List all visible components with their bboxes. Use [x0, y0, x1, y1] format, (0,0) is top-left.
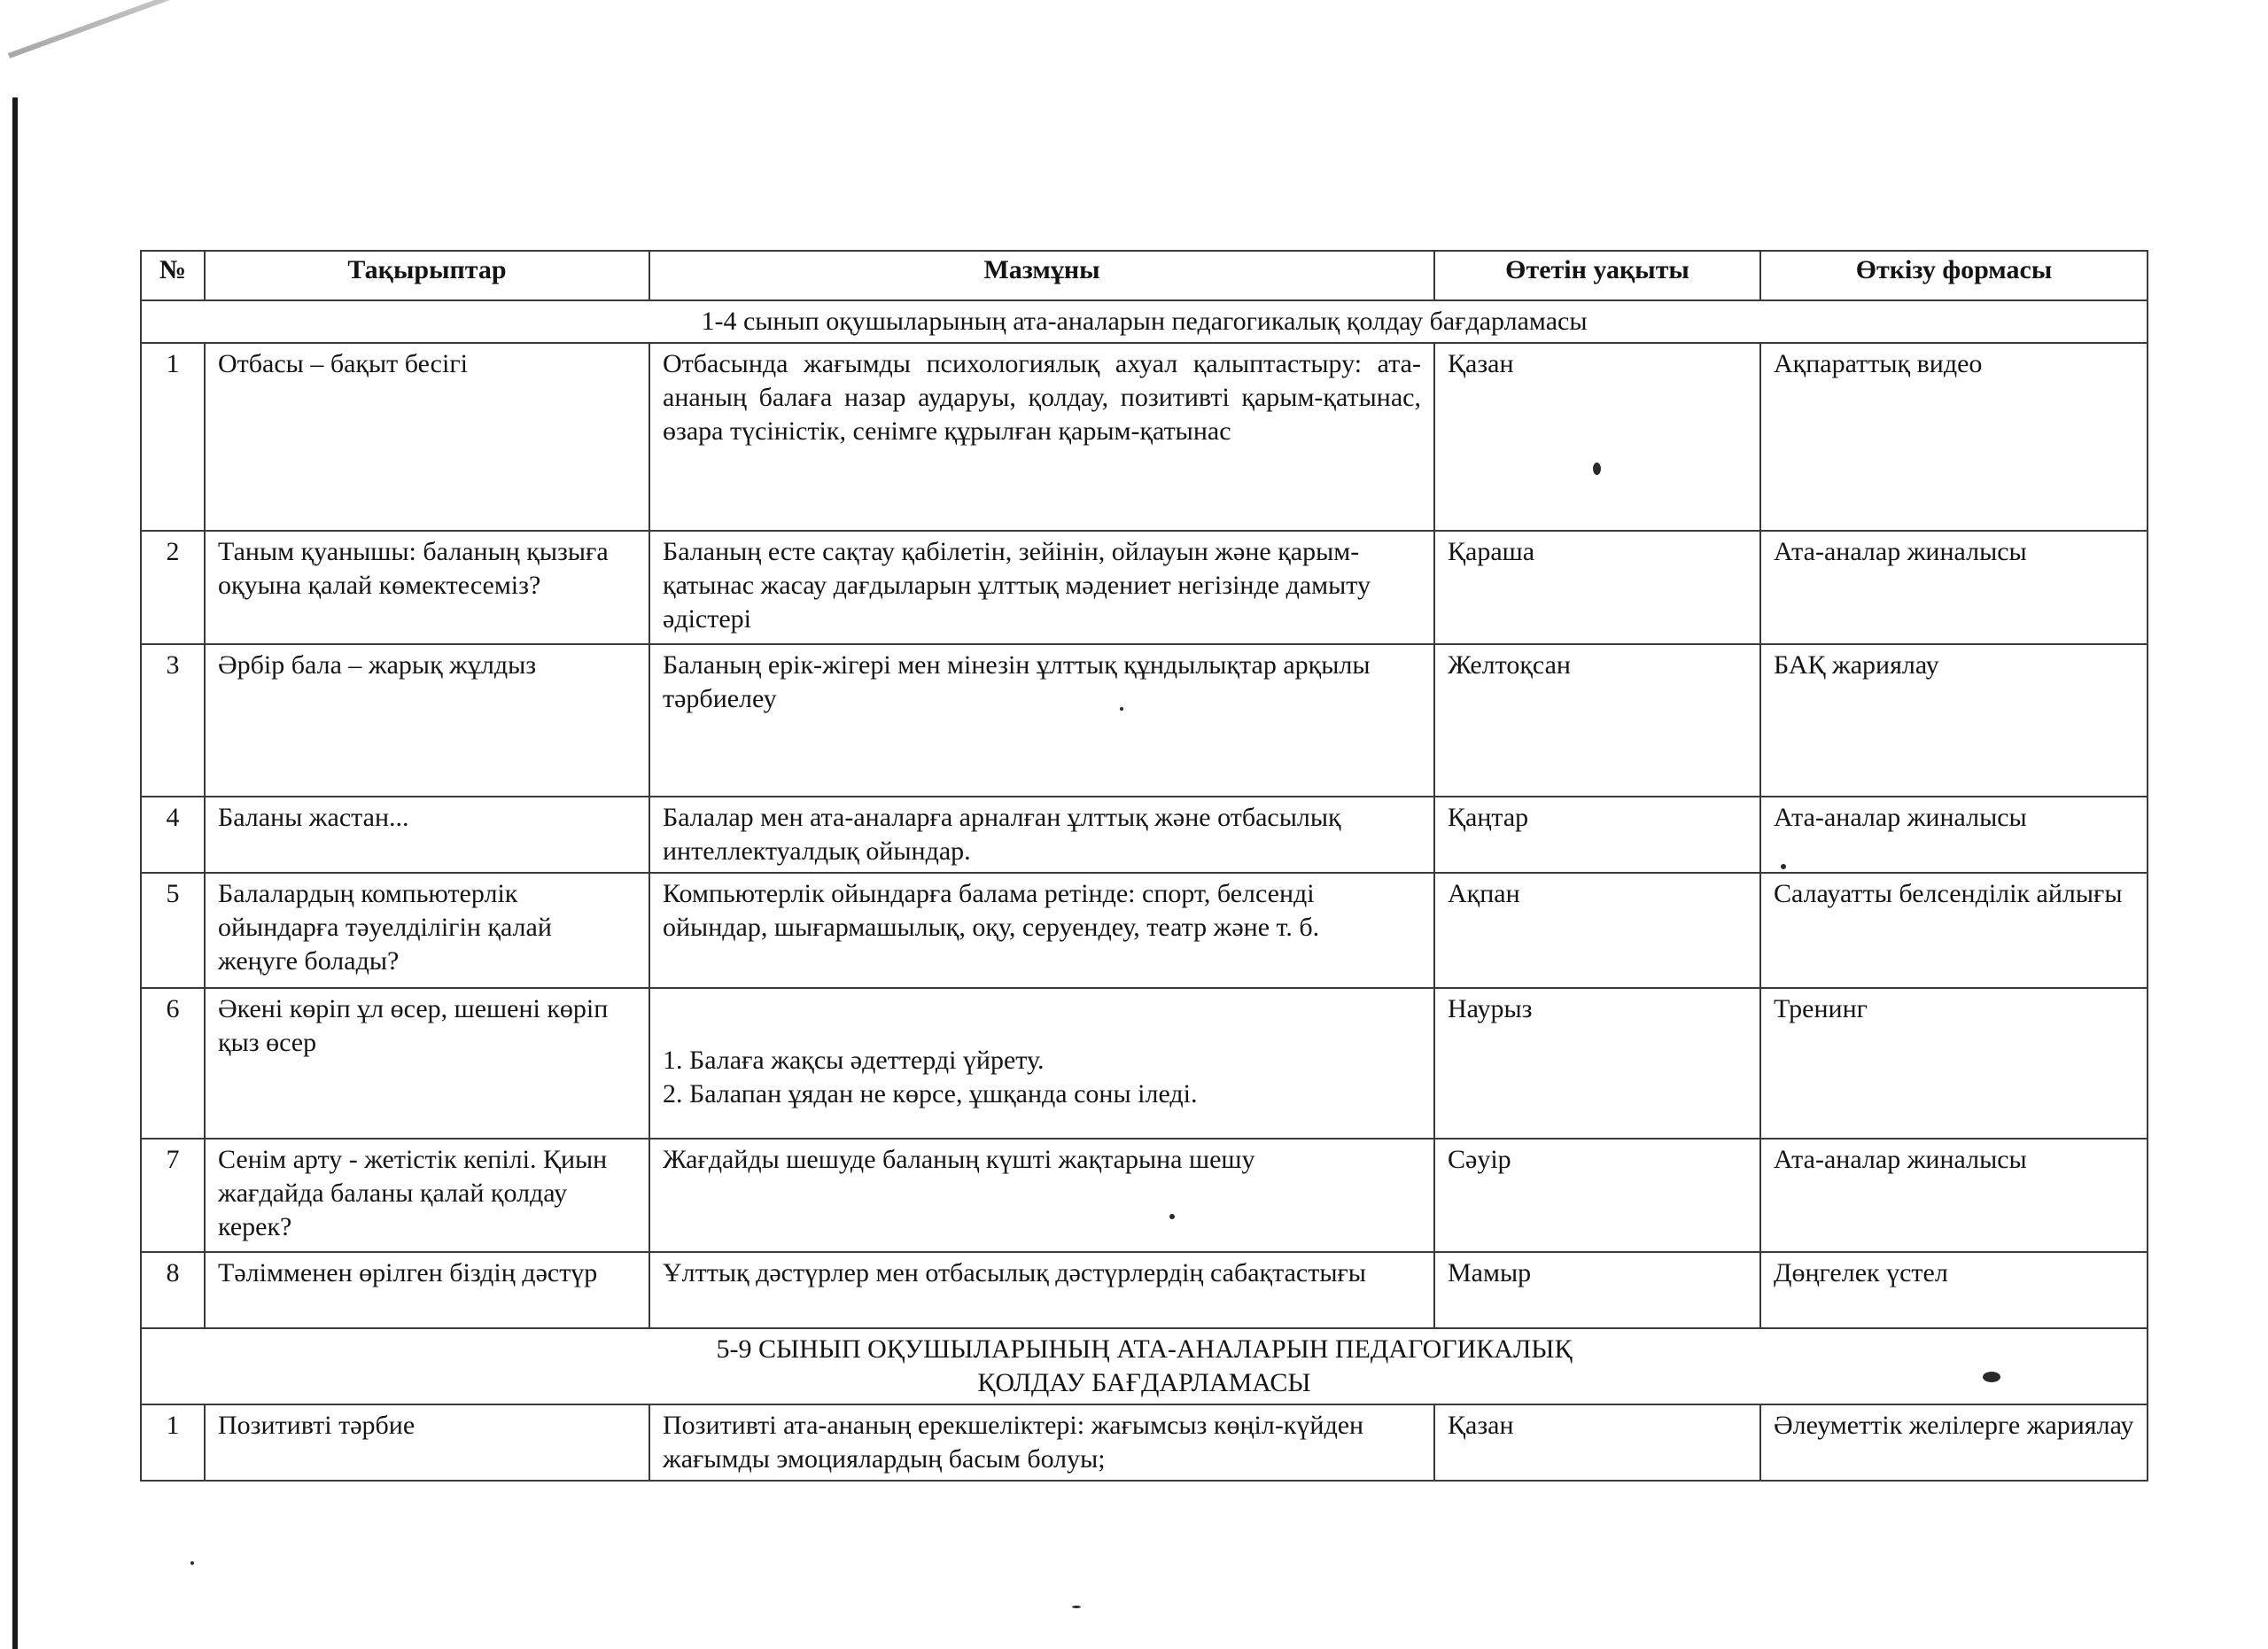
- table-row: [141, 988, 2148, 1139]
- row-time: Ақпан: [1434, 873, 1760, 988]
- row-content: Компьютерлік ойындарға балама ретінде: спорт, белсенді ойындар, шығармашылық, оқу, серуендеу, театр және т. б.: [649, 873, 1434, 988]
- row-format: Ақпараттық видео: [1760, 343, 2148, 531]
- header-content: Мазмұны: [649, 251, 1434, 300]
- section-title: 5-9 СЫНЫП ОҚУШЫЛАРЫНЫҢ АТА-АНАЛАРЫН ПЕДАГОГИКАЛЫҚ ҚОЛДАУ БАҒДАРЛАМАСЫ: [141, 1328, 2148, 1404]
- row-content: 1. Балаға жақсы әдеттерді үйрету. 2. Балапан ұядан не көрсе, ұшқанда соны іледі.: [649, 988, 1434, 1139]
- row-format: Әлеуметтік желілерге жариялау: [1760, 1404, 2148, 1481]
- row-time: Желтоқсан: [1434, 644, 1760, 797]
- row-format: Салауатты белсенділік айлығы: [1760, 873, 2148, 988]
- header-number: №: [141, 251, 205, 300]
- row-topic: Әкені көріп ұл өсер, шешені көріп қыз өсер: [205, 988, 649, 1139]
- row-content: Жағдайды шешуде баланың күшті жақтарына шешу: [649, 1139, 1434, 1252]
- page-edge-line: [12, 97, 18, 1649]
- row-content: Отбасында жағымды психологиялық ахуал қалыптастыру: ата-ананың балаға назар аударуы, қолдау, позитивті қарым-қатынас, өзара түсіністік, сенімге құрылған қарым-қатынас: [649, 343, 1434, 531]
- row-topic: Балалардың компьютерлік ойындарға тәуелділігін қалай жеңуге болады?: [205, 873, 649, 988]
- row-number: 5: [141, 873, 205, 988]
- scan-speck: [1072, 1606, 1081, 1608]
- row-time: Қараша: [1434, 531, 1760, 644]
- header-format: Өткізу формасы: [1760, 251, 2148, 300]
- header-topics: Тақырыптар: [205, 251, 649, 300]
- table-row: [141, 873, 2148, 988]
- table-header-row: [141, 251, 2148, 300]
- row-topic: Баланы жастан...: [205, 797, 649, 873]
- row-time: Наурыз: [1434, 988, 1760, 1139]
- table-row: [141, 1404, 2148, 1481]
- table-row: [141, 1252, 2148, 1328]
- row-topic: Тәлімменен өрілген біздің дәстүр: [205, 1252, 649, 1328]
- row-format: БАҚ жариялау: [1760, 644, 2148, 797]
- section-title-row: [141, 1328, 2148, 1404]
- row-topic: Таным қуанышы: баланың қызыға оқуына қалай көмектесеміз?: [205, 531, 649, 644]
- row-content: Баланың есте сақтау қабілетін, зейінін, ойлауын және қарым-қатынас жасау дағдыларын ұлттық мәдениет негізінде дамыту әдістері: [649, 531, 1434, 644]
- table-row: [141, 343, 2148, 531]
- row-number: 3: [141, 644, 205, 797]
- row-content: Балалар мен ата-аналарға арналған ұлттық және отбасылық интеллектуалдық ойындар.: [649, 797, 1434, 873]
- row-time: Қаңтар: [1434, 797, 1760, 873]
- row-topic: Сенім арту - жетістік кепілі. Қиын жағдайда баланы қалай қолдау керек?: [205, 1139, 649, 1252]
- row-format: Ата-аналар жиналысы: [1760, 531, 2148, 644]
- row-number: 2: [141, 531, 205, 644]
- row-time: Қазан: [1434, 1404, 1760, 1481]
- row-number: 1: [141, 343, 205, 531]
- scan-streak: [8, 0, 260, 58]
- program-table: [140, 250, 2148, 1482]
- row-format: Ата-аналар жиналысы: [1760, 797, 2148, 873]
- row-number: 1: [141, 1404, 205, 1481]
- row-content: Позитивті ата-ананың ерекшеліктері: жағымсыз көңіл-күйден жағымды эмоциялардың басым болуы;: [649, 1404, 1434, 1481]
- table-row: [141, 531, 2148, 644]
- row-time: Мамыр: [1434, 1252, 1760, 1328]
- row-number: 4: [141, 797, 205, 873]
- row-number: 6: [141, 988, 205, 1139]
- row-topic: Позитивті тәрбие: [205, 1404, 649, 1481]
- row-content: Баланың ерік-жігері мен мінезін ұлттық құндылықтар арқылы тәрбиелеу: [649, 644, 1434, 797]
- row-time: Қазан: [1434, 343, 1760, 531]
- row-number: 7: [141, 1139, 205, 1252]
- row-content: Ұлттық дәстүрлер мен отбасылық дәстүрлердің сабақтастығы: [649, 1252, 1434, 1328]
- section-title: 1-4 сынып оқушыларының ата-аналарын педагогикалық қолдау бағдарламасы: [141, 300, 2148, 343]
- scan-speck: [190, 1561, 194, 1565]
- row-topic: Отбасы – бақыт бесігі: [205, 343, 649, 531]
- table-row: [141, 1139, 2148, 1252]
- row-format: Ата-аналар жиналысы: [1760, 1139, 2148, 1252]
- row-format: Дөңгелек үстел: [1760, 1252, 2148, 1328]
- row-format: Тренинг: [1760, 988, 2148, 1139]
- row-topic: Әрбір бала – жарық жұлдыз: [205, 644, 649, 797]
- row-time: Сәуір: [1434, 1139, 1760, 1252]
- table-row: [141, 797, 2148, 873]
- header-time: Өтетін уақыты: [1434, 251, 1760, 300]
- table-row: [141, 644, 2148, 797]
- row-number: 8: [141, 1252, 205, 1328]
- section-title-row: [141, 300, 2148, 343]
